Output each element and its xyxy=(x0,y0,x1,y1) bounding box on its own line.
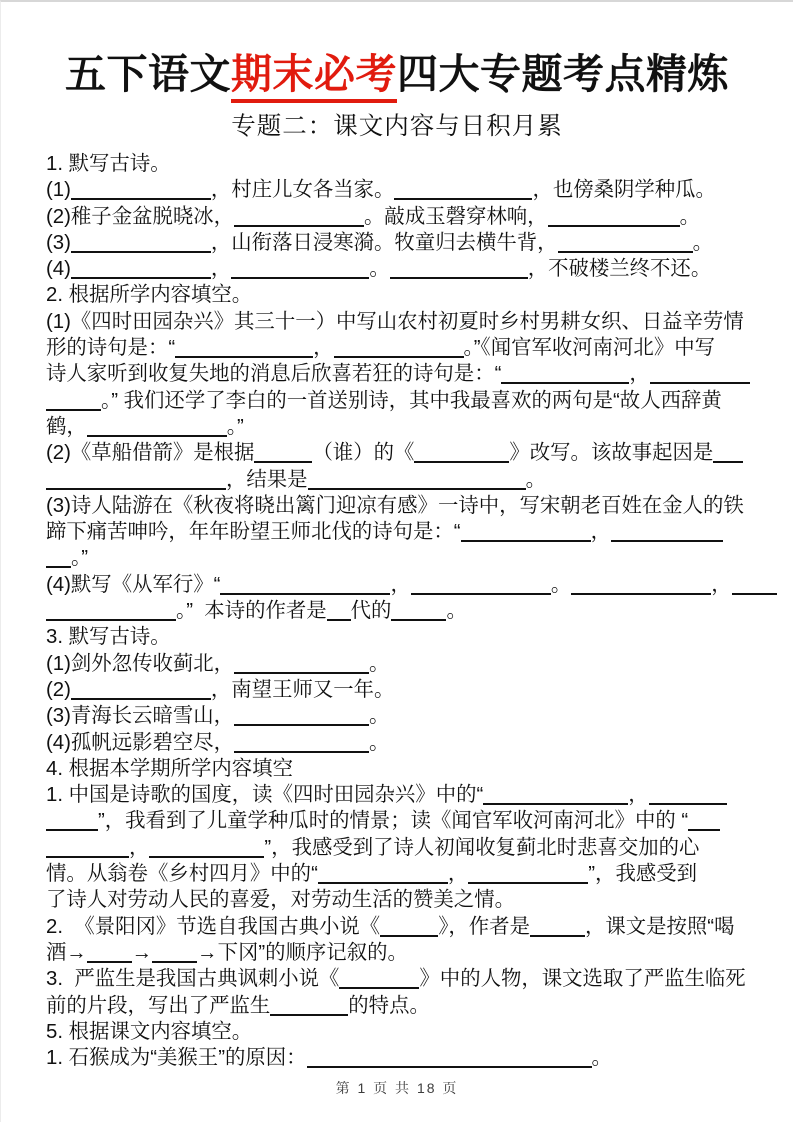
text-run: →下冈”的顺序记叙的。 xyxy=(197,941,408,964)
text-run: (2) xyxy=(46,678,71,701)
text-run: ，山衔落日浸寒漪。牧童归去横牛背， xyxy=(210,231,558,254)
worksheet-line xyxy=(46,519,758,545)
text-run: (4)孤帆远影碧空尽， xyxy=(46,731,235,754)
blank-underline xyxy=(411,579,551,595)
worksheet-line xyxy=(46,835,758,861)
blank-underline xyxy=(468,868,588,884)
blank-underline xyxy=(483,789,628,805)
blank-underline xyxy=(234,658,369,674)
page-subtitle: 专题二：课文内容与日积月累 xyxy=(231,112,563,140)
worksheet-line xyxy=(46,204,758,230)
worksheet-line xyxy=(46,651,758,677)
blank-underline xyxy=(571,579,711,595)
text-run: (1)剑外忽传收蓟北， xyxy=(46,652,235,675)
worksheet-line xyxy=(46,677,758,703)
text-run: 。” 我们还学了李白的一首送别诗，其中我最喜欢的两句是“故人西辞黄 xyxy=(101,389,722,412)
text-run: (3) xyxy=(46,231,71,254)
text-run: 5. 根据课文内容填空。 xyxy=(46,1020,253,1043)
text-run: ， xyxy=(313,337,334,360)
blank-underline xyxy=(87,947,132,963)
text-run: 2. 根据所学内容填空。 xyxy=(46,284,253,307)
text-run: ，课文是按照“喝 xyxy=(584,915,735,938)
blank-underline xyxy=(548,211,680,227)
text-run: ”，我感受到了诗人初闻收复蓟北时悲喜交加的心 xyxy=(264,836,700,859)
text-run: 》中的人物，课文选取了严监生临死 xyxy=(419,968,746,991)
text-run: 。 xyxy=(369,258,390,281)
blank-underline xyxy=(149,842,264,858)
title-highlight: 期末必考 xyxy=(231,51,397,103)
text-run: 。 xyxy=(550,573,572,596)
text-run: 3. 默写古诗。 xyxy=(46,626,171,649)
worksheet-line xyxy=(46,624,758,650)
title-suffix: 四大专题考点精炼 xyxy=(397,51,729,97)
text-run: ， xyxy=(210,258,232,281)
blank-underline xyxy=(611,526,723,542)
text-run: 。 xyxy=(369,731,390,754)
blank-underline xyxy=(339,973,419,989)
worksheet-line xyxy=(46,572,758,598)
text-run: 3. 严监生是我国古典讽刺小说《 xyxy=(46,968,340,991)
text-run: (3)青海长云暗雪山， xyxy=(46,705,235,728)
text-run: ，不破楼兰终不还。 xyxy=(527,258,712,281)
text-run: 。” xyxy=(71,547,88,570)
text-run: 》改写。该故事起因是 xyxy=(509,442,714,465)
blank-underline xyxy=(334,342,464,358)
worksheet-line xyxy=(46,309,758,335)
blank-underline xyxy=(46,605,176,621)
blank-underline xyxy=(649,789,727,805)
blank-underline xyxy=(46,395,101,411)
blank-underline xyxy=(394,184,532,200)
text-run: 情。从翁卷《乡村四月》中的“ xyxy=(46,863,318,886)
text-run: 。 xyxy=(692,231,713,254)
blank-underline xyxy=(501,368,629,384)
blank-underline xyxy=(414,447,509,463)
blank-underline xyxy=(713,447,743,463)
text-run: 鹤， xyxy=(46,415,87,438)
worksheet-line xyxy=(46,966,758,992)
blank-underline xyxy=(87,421,227,437)
text-run: ，南望王师又一年。 xyxy=(210,678,395,701)
text-run: 诗人家听到收复失地的消息后欣喜若狂的诗句是：“ xyxy=(46,363,502,386)
worksheet-line xyxy=(46,861,758,887)
text-run: 前的片段，写出了严监生 xyxy=(46,994,271,1017)
worksheet-body xyxy=(46,151,758,1071)
blank-underline xyxy=(71,684,211,700)
page-footer: 第 1 页 共 18 页 xyxy=(335,1080,459,1096)
blank-underline xyxy=(46,474,226,490)
text-run: 。 xyxy=(525,468,546,491)
blank-underline xyxy=(220,579,390,595)
text-run: ，村庄儿女各当家。 xyxy=(210,179,395,202)
text-run: ”，我看到了儿童学种瓜时的情景；读《闻官军收河南河北》中的 “ xyxy=(98,810,689,833)
text-run: 蹄下痛苦呻吟，年年盼望王师北伐的诗句是：“ xyxy=(46,521,461,544)
text-run: 。 xyxy=(591,1047,612,1070)
worksheet-line xyxy=(46,940,758,966)
worksheet-line xyxy=(46,756,758,782)
worksheet-line xyxy=(46,993,758,1019)
blank-underline xyxy=(380,921,438,937)
text-run: 了诗人对劳动人民的喜爱，对劳动生活的赞美之情。 xyxy=(46,889,515,912)
text-run: （谁）的《 xyxy=(312,442,415,465)
worksheet-line xyxy=(46,177,758,203)
worksheet-line xyxy=(46,361,758,387)
worksheet-line xyxy=(46,151,758,177)
text-run: 代的 xyxy=(350,600,392,623)
worksheet-line xyxy=(46,703,758,729)
text-run: ， xyxy=(628,784,649,807)
blank-underline xyxy=(46,552,71,568)
blank-underline xyxy=(461,526,591,542)
blank-underline xyxy=(175,342,313,358)
blank-underline xyxy=(307,1052,592,1068)
text-run: (2)《草船借箭》是根据 xyxy=(46,442,255,465)
text-run: 。敲成玉磬穿林响， xyxy=(364,205,548,228)
worksheet-line xyxy=(46,467,758,493)
text-run: 1. 中国是诗歌的国度，读《四时田园杂兴》中的“ xyxy=(46,784,484,807)
text-run: (4) xyxy=(46,258,71,281)
text-run: 》，作者是 xyxy=(438,915,530,938)
blank-underline xyxy=(530,921,585,937)
text-run: 酒→ xyxy=(46,941,87,964)
text-run: 形的诗句是：“ xyxy=(46,337,176,360)
blank-underline xyxy=(732,579,777,595)
worksheet-line xyxy=(46,388,758,414)
worksheet-line xyxy=(46,230,758,256)
worksheet-line xyxy=(46,1045,758,1071)
text-run: (4)默写《从军行》“ xyxy=(46,573,221,596)
worksheet-line xyxy=(46,493,758,519)
blank-underline xyxy=(688,815,720,831)
text-run: (1) xyxy=(46,179,71,202)
text-run: ， xyxy=(711,573,732,596)
text-run: 。 xyxy=(369,705,390,728)
blank-underline xyxy=(390,263,528,279)
worksheet-line xyxy=(46,808,758,834)
worksheet-line xyxy=(46,545,758,571)
blank-underline xyxy=(270,1000,348,1016)
text-run: → xyxy=(131,941,153,964)
text-run: 。 xyxy=(446,600,467,623)
worksheet-line xyxy=(46,730,758,756)
text-run: ”，我感受到 xyxy=(588,863,698,886)
text-run: 。” 本诗的作者是 xyxy=(176,600,327,623)
text-run: 1. 石猴成为“美猴王”的原因： xyxy=(46,1047,307,1070)
text-run: ，结果是 xyxy=(226,468,308,491)
page-title xyxy=(1,52,793,98)
blank-underline xyxy=(254,447,312,463)
blank-underline xyxy=(71,263,211,279)
worksheet-line xyxy=(46,914,758,940)
title-prefix: 五下语文 xyxy=(65,51,231,97)
blank-underline xyxy=(71,184,211,200)
text-run: (3)诗人陆游在《秋夜将晓出篱门迎凉有感》一诗中，写宋朝老百姓在金人的铁 xyxy=(46,494,744,517)
blank-underline xyxy=(231,263,369,279)
blank-underline xyxy=(46,842,129,858)
worksheet-line xyxy=(46,887,758,913)
blank-underline xyxy=(558,237,693,253)
text-run: 。” xyxy=(226,415,244,438)
worksheet-line xyxy=(46,335,758,361)
blank-underline xyxy=(46,815,98,831)
text-run: ， xyxy=(390,573,411,596)
worksheet-line xyxy=(46,256,758,282)
blank-underline xyxy=(308,474,526,490)
text-run: 的特点。 xyxy=(348,994,430,1017)
text-run: ， xyxy=(590,521,611,544)
blank-underline xyxy=(234,211,364,227)
text-run: 。 xyxy=(369,652,390,675)
blank-underline xyxy=(234,710,369,726)
worksheet-line xyxy=(46,414,758,440)
text-run: 4. 根据本学期所学内容填空 xyxy=(46,757,293,780)
worksheet-line xyxy=(46,440,758,466)
blank-underline xyxy=(234,737,369,753)
blank-underline xyxy=(391,605,446,621)
text-run: ， xyxy=(129,836,150,859)
text-run: 。 xyxy=(679,205,700,228)
text-run: 1. 默写古诗。 xyxy=(46,153,171,175)
text-run: ， xyxy=(447,863,469,886)
text-run: 2. 《景阳冈》节选自我国古典小说《 xyxy=(46,915,381,938)
text-run: 。”《闻官军收河南河北》中写 xyxy=(463,337,715,360)
text-run: ， xyxy=(629,363,650,386)
blank-underline xyxy=(650,368,750,384)
blank-underline xyxy=(152,947,197,963)
text-run: ，也傍桑阴学种瓜。 xyxy=(532,179,716,202)
blank-underline xyxy=(318,868,448,884)
blank-underline xyxy=(327,605,351,621)
worksheet-header xyxy=(1,2,793,142)
blank-underline xyxy=(71,237,211,253)
text-run: (1)《四时田园杂兴》其三十一）中写山农村初夏时乡村男耕女织、日益辛劳情 xyxy=(46,310,744,333)
worksheet-line xyxy=(46,782,758,808)
text-run: (2)稚子金盆脱晓冰， xyxy=(46,205,235,228)
worksheet-line xyxy=(46,1019,758,1045)
worksheet-line xyxy=(46,282,758,308)
worksheet-line xyxy=(46,598,758,624)
